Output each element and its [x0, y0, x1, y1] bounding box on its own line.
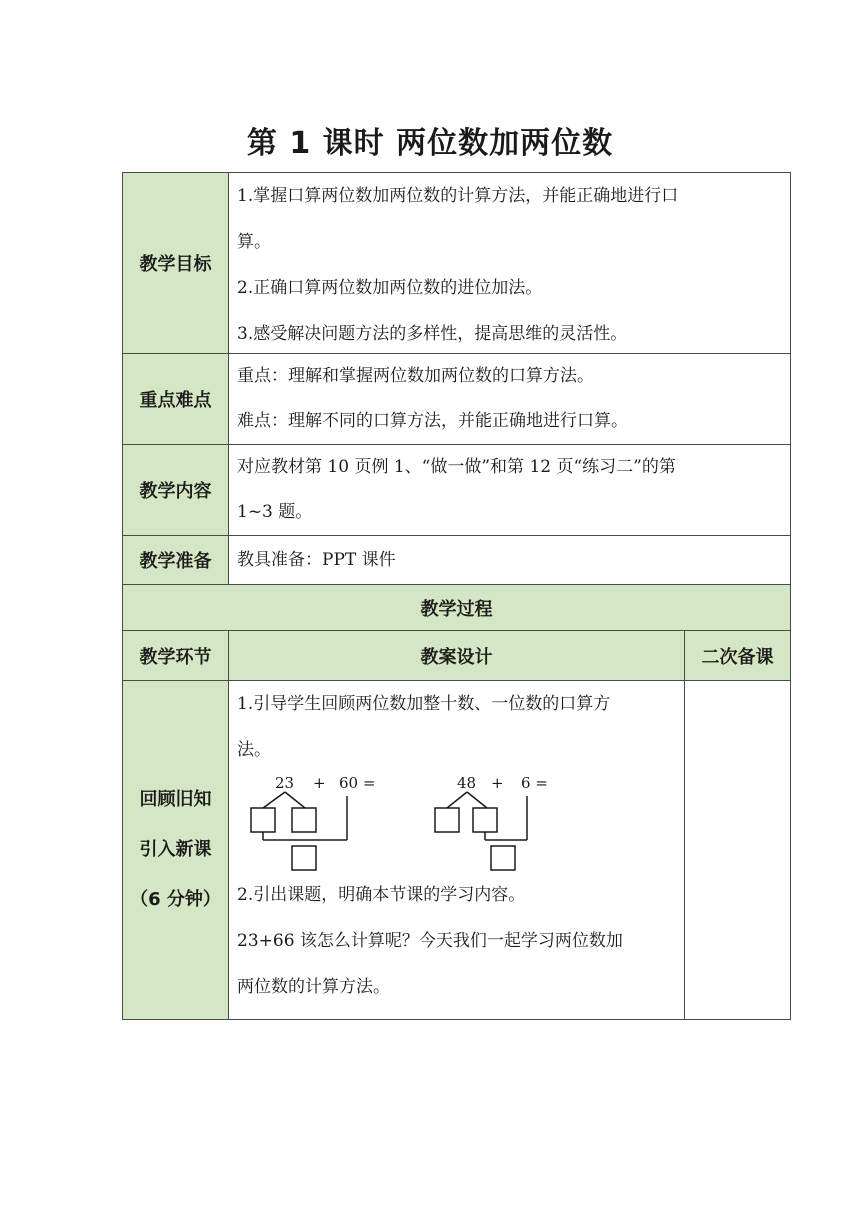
phase1-label-cell	[122, 680, 229, 1020]
goals-item: 算。	[237, 232, 271, 252]
phase1-line: 2.引出课题，明确本节课的学习内容。	[237, 885, 526, 905]
goals-content-cell	[228, 172, 791, 354]
process-header	[122, 584, 791, 631]
content-item: 对应教材第 10 页例 1、“做一做”和第 12 页“练习二”的第	[237, 457, 676, 477]
diagram2-a: 48	[457, 774, 477, 792]
phase1-label-line: 回顾旧知	[139, 789, 212, 810]
col-header-design	[228, 630, 685, 681]
phase1-line: 1.引导学生回顾两位数加整十数、一位数的口算方	[237, 694, 611, 714]
keypoints-content-cell	[228, 353, 791, 445]
diagram1-box-left	[251, 808, 275, 832]
diagram1-box-result	[292, 846, 316, 870]
col-header-phase	[122, 630, 229, 681]
diagram2-b: 6 =	[521, 774, 548, 792]
diagram1-op: +	[313, 774, 326, 792]
lesson-title: 第 1 课时 两位数加两位数	[246, 126, 614, 161]
keypoints-label: 重点难点	[139, 390, 212, 411]
diagram1-a: 23	[275, 774, 295, 792]
goals-label: 教学目标	[139, 254, 212, 275]
col-header-phase-label: 教学环节	[139, 646, 212, 668]
content-item: 1~3 题。	[237, 502, 313, 522]
keypoints-label-cell	[122, 353, 229, 445]
diagram2-op: +	[491, 774, 504, 792]
phase1-line: 法。	[237, 740, 271, 760]
prep-content-cell	[228, 535, 791, 585]
prep-label: 教学准备	[139, 551, 212, 572]
content-label: 教学内容	[139, 481, 212, 502]
col-header-notes-label: 二次备课	[701, 646, 774, 668]
goals-label-cell	[122, 172, 229, 354]
phase1-line: 23+66 该怎么计算呢？今天我们一起学习两位数加	[237, 931, 623, 951]
diagram1-box-right	[292, 808, 316, 832]
phase1-line: 两位数的计算方法。	[237, 977, 390, 997]
phase1-notes-cell	[684, 680, 791, 1020]
prep-item: 教具准备：PPT 课件	[237, 550, 396, 570]
process-header-label: 教学过程	[420, 598, 493, 620]
diagram1-b: 60 =	[339, 774, 376, 792]
split-diagrams	[229, 770, 669, 880]
keypoints-item: 重点：理解和掌握两位数加两位数的口算方法。	[237, 366, 594, 386]
content-content-cell	[228, 444, 791, 536]
diagram2-box-right	[473, 808, 497, 832]
content-label-cell	[122, 444, 229, 536]
goals-item: 3.感受解决问题方法的多样性，提高思维的灵活性。	[237, 324, 628, 344]
goals-item: 2.正确口算两位数加两位数的进位加法。	[237, 278, 543, 298]
keypoints-item: 难点：理解不同的口算方法，并能正确地进行口算。	[237, 411, 628, 431]
phase1-label-line: （6 分钟）	[130, 889, 221, 910]
diagram2-box-result	[491, 846, 515, 870]
phase1-label-line: 引入新课	[139, 839, 212, 860]
phase1-design-cell	[228, 680, 685, 1020]
col-header-notes	[684, 630, 791, 681]
diagram2-box-left	[435, 808, 459, 832]
prep-label-cell	[122, 535, 229, 585]
goals-item: 1.掌握口算两位数加两位数的计算方法，并能正确地进行口	[237, 186, 679, 206]
col-header-design-label: 教案设计	[420, 646, 493, 668]
